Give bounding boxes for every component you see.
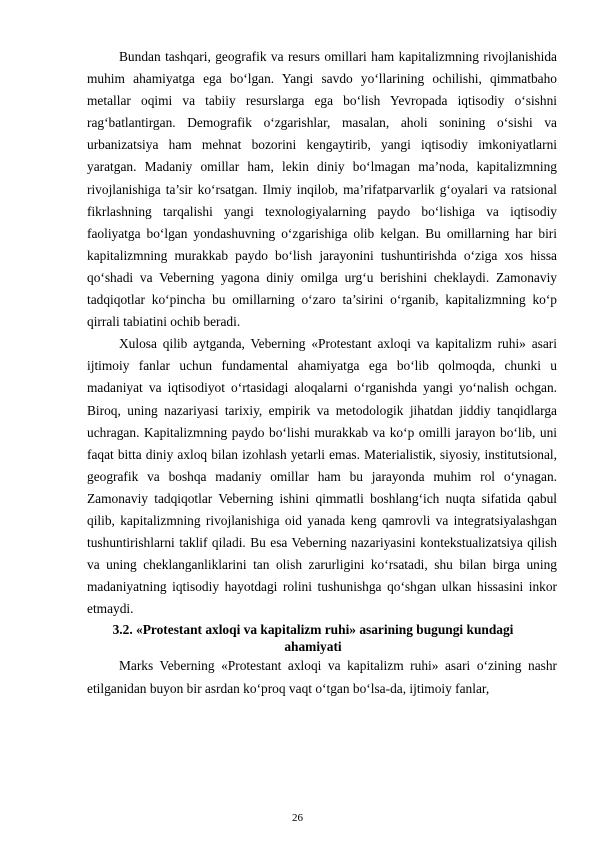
body-text <box>87 46 557 700</box>
paragraph-factors: Bundan tashqari, geografik va resurs omillari ham kapitalizmning rivojlanishida muhim ahamiyatga ega bo‘lgan. Yangi savdo yo‘llarining ochilishi, qimmatbaho metallar oqimi va tabiiy resurslarga ega bo‘lish Yevropada iqtisodiy o‘sishni rag‘batlantirgan. Demografik o‘zgarishlar, masalan, aholi sonining o‘sishi va urbanizatsiya ham mehnat bozorini kengaytirib, yangi iqtisodiy imkoniyatlarni yaratgan. Madaniy omillar ham, lekin diniy bo‘lmagan ma’noda, kapitalizmning rivojlanishiga ta’sir ko‘rsatgan. Ilmiy inqilob, ma’rifatparvarlik g‘oyalari va ratsional fikrlashning tarqalishi yangi texnologiyalarning paydo bo‘lishiga va iqtisodiy faoliyatga bo‘lgan yondashuvning o‘zgarishiga olib kelgan. Bu omillarning har biri kapitalizmning murakkab paydo bo‘lish jarayonini tushuntirishda o‘ziga xos hissa qo‘shadi va Veberning yagona diniy omilga urg‘u berishini cheklaydi. Zamonaviy tadqiqotlar ko‘pincha bu omillarning o‘zaro ta’sirini o‘rganib, kapitalizmning ko‘p qirrali tabiatini ochib beradi. <box>87 49 557 330</box>
paragraph-section-start: Marks Veberning «Protestant axloqi va kapitalizm ruhi» asari o‘zining nashr etilganidan buyon bir asrdan ko‘proq vaqt o‘tgan bo‘lsa-da, ijtimoiy fanlar, <box>87 658 557 696</box>
paragraph-conclusion: Xulosa qilib aytganda, Veberning «Protestant axloqi va kapitalizm ruhi» asari ijtimoiy fanlar uchun fundamental ahamiyatga ega bo‘lib qolmoqda, chunki u madaniyat va iqtisodiyot o‘rtasidagi aloqalarni o‘rganishda yangi yo‘nalish ochgan. Biroq, uning nazariyasi tarixiy, empirik va metodologik jihatdan jiddiy tanqidlarga uchragan. Kapitalizmning paydo bo‘lishi murakkab va ko‘p omilli jarayon bo‘lib, uni faqat bitta diniy axloq bilan izohlash yetarli emas. Materialistik, siyosiy, institutsional, geografik va boshqa madaniy omillar ham bu jarayonda muhim rol o‘ynagan. Zamonaviy tadqiqotlar Veberning ishini qimmatli boshlang‘ich nuqta sifatida qabul qilib, kapitalizmning rivojlanishiga oid yanada keng qamrovli va integratsiyalashgan tushuntirishlarni taklif qiladi. Bu esa Veberning nazariyasini kontekstualizatsiya qilish va uning cheklanganliklarini tan olish zarurligini ko‘rsatadi, shu bilan birga uning madaniyatning iqtisodiy hayotdagi rolini tushunishga qo‘shgan ulkan hissasini inkor etmaydi. <box>87 336 557 617</box>
page-number: 26 <box>292 812 303 824</box>
section-heading: 3.2. «Protestant axloqi va kapitalizm ruhi» asarining bugungi kundagi ahamiyati <box>112 622 514 654</box>
